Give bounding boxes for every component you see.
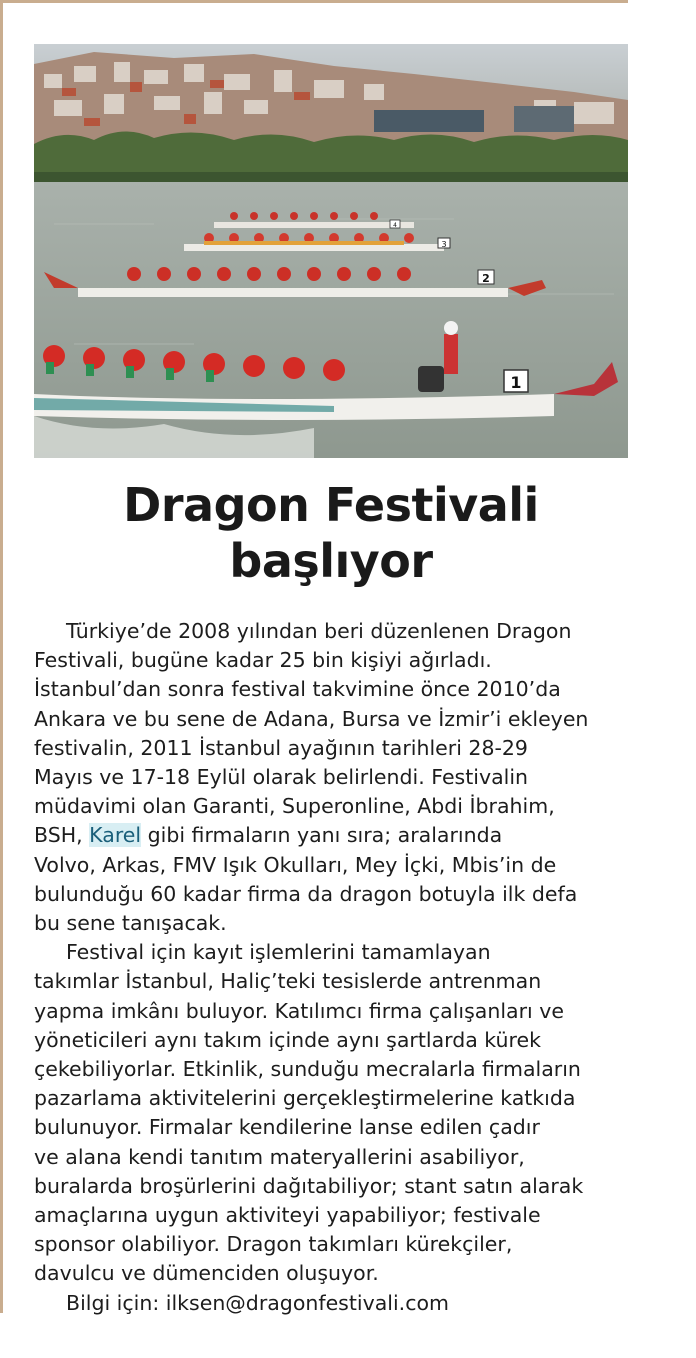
body-line: Festivali, bugüne kadar 25 bin kişiyi ağırladı. [34,648,492,673]
body-line: İstanbul’dan sonra festival takvimine önce 2010’da [34,677,561,702]
body-line: ve alana kendi tanıtım materyallerini asabiliyor, [34,1144,525,1169]
body-line: bulunuyor. Firmalar kendilerine lanse edilen çadır [34,1115,540,1140]
body-line: sponsor olabiliyor. Dragon takımları kürekçiler, [34,1232,513,1257]
body-line: bulunduğu 60 kadar firma da dragon botuyla ilk defa [34,881,578,906]
body-line: bu sene tanışacak. [34,911,227,936]
page-top-rule [0,0,628,3]
headline-line-1: Dragon Festivali [123,478,539,532]
body-line: Türkiye’de 2008 yılından beri düzenlenen Dragon [66,619,572,643]
boat-number-1: 1 [510,373,522,392]
page-left-rule [0,0,3,1313]
body-line: festivalin, 2011 İstanbul ayağının tarihleri 28-29 [34,735,528,760]
body-text-segment: gibi firmaların yanı sıra; aralarında [141,823,503,848]
body-line: takımlar İstanbul, Haliç’teki tesislerde antrenman [34,969,542,994]
boat-number-3: 3 [441,240,447,249]
boat-number-4: 4 [393,222,397,229]
body-line: Volvo, Arkas, FMV Işık Okulları, Mey İçki, Mbis’in de [34,852,557,877]
body-line: müdavimi olan Garanti, Superonline, Abdi İbrahim, [34,794,555,819]
body-line: Mayıs ve 17-18 Eylül olarak belirlendi. Festivalin [34,765,529,790]
body-line: buralarda broşürlerini dağıtabiliyor; stant satın alarak [34,1173,584,1198]
headline-line-2: başlıyor [229,534,433,588]
body-line: yapma imkânı buluyor. Katılımcı firma çalışanları ve [34,998,564,1023]
body-line: yöneticileri aynı takım içinde aynı şartlarda kürek [34,1027,541,1052]
boat-number-2: 2 [482,272,490,285]
body-line: çekebiliyorlar. Etkinlik, sunduğu mecralarla firmaların [34,1057,581,1082]
dragon-boat-photo [34,44,628,458]
highlighted-company-name: Karel [89,823,142,848]
body-line: Ankara ve bu sene de Adana, Bursa ve İzmir’i ekleyen [34,706,589,731]
body-text-segment: BSH, [34,823,90,848]
body-line: pazarlama aktivitelerini gerçekleştirmelerine katkıda [34,1086,576,1111]
body-line: amaçlarına uygun aktiviteyi yapabiliyor; festivale [34,1203,541,1228]
article-body [34,617,634,1318]
body-line: Festival için kayıt işlemlerini tamamlayan [66,940,491,965]
contact-line: Bilgi için: ilksen@dragonfestivali.com [66,1290,449,1315]
body-line: davulcu ve dümenciden oluşuyor. [34,1261,379,1286]
article-headline [34,477,628,589]
body-line-with-highlight [34,821,634,850]
